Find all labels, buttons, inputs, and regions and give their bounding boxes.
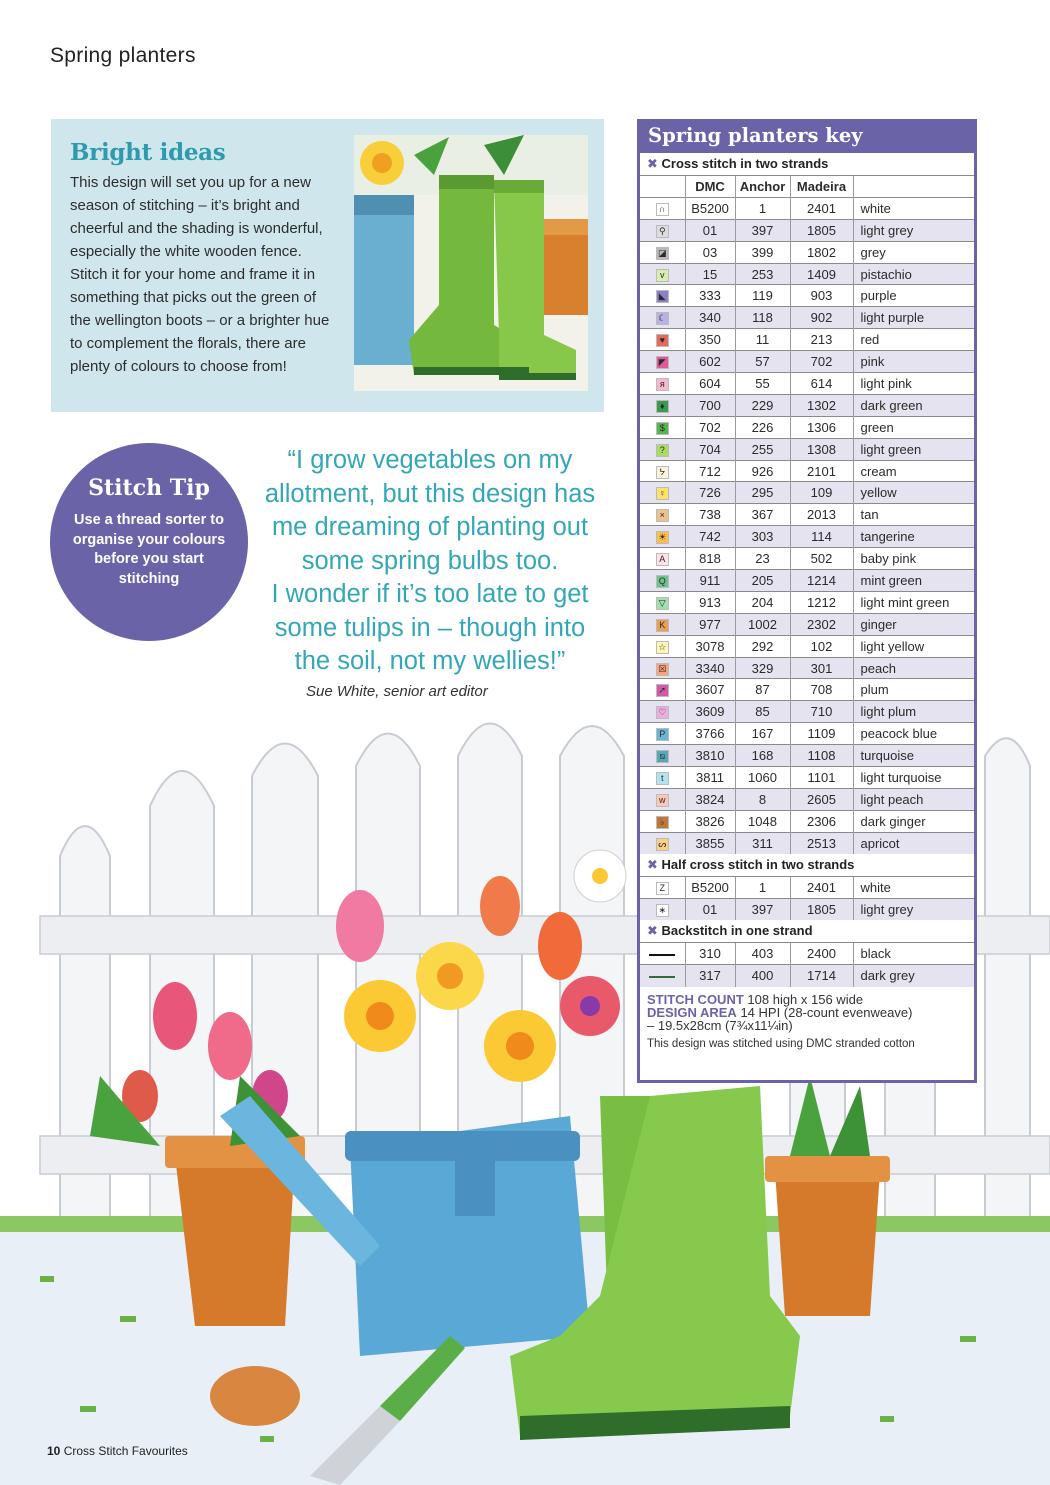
anchor-cell: 253 bbox=[735, 263, 790, 285]
quote-author: Sue White, senior art editor bbox=[306, 683, 488, 700]
key-row bbox=[640, 635, 974, 657]
key-row bbox=[640, 657, 974, 679]
wellington-boots-closeup-image bbox=[354, 135, 588, 391]
stitch-symbol-icon: t bbox=[656, 772, 669, 785]
symbol-cell bbox=[640, 679, 685, 701]
cross-stitch-heading-text: Cross stitch in two strands bbox=[661, 156, 829, 171]
key-row bbox=[640, 241, 974, 263]
anchor-cell: 168 bbox=[735, 745, 790, 767]
dmc-cell: 3810 bbox=[685, 745, 735, 767]
symbol-cell bbox=[640, 877, 685, 899]
madeira-cell: 2400 bbox=[790, 943, 853, 965]
madeira-cell: 1714 bbox=[790, 965, 853, 987]
symbol-cell bbox=[640, 263, 685, 285]
stitch-symbol-icon: ◣ bbox=[656, 290, 669, 303]
dmc-cell: 350 bbox=[685, 329, 735, 351]
colour-name-cell: plum bbox=[853, 679, 974, 701]
colour-name-cell: pistachio bbox=[853, 263, 974, 285]
dmc-cell: 333 bbox=[685, 285, 735, 307]
symbol-cell bbox=[640, 307, 685, 329]
key-row bbox=[640, 832, 974, 854]
key-row bbox=[640, 943, 974, 965]
anchor-cell: 118 bbox=[735, 307, 790, 329]
quote-line: some tulips in – though into bbox=[274, 613, 586, 642]
symbol-cell bbox=[640, 329, 685, 351]
dmc-cell: 01 bbox=[685, 899, 735, 921]
key-row bbox=[640, 526, 974, 548]
stitch-tip-body: Use a thread sorter to organise your colours before you start stitching bbox=[72, 512, 226, 587]
colour-name-cell: light purple bbox=[853, 307, 974, 329]
backstitch-line-icon bbox=[649, 954, 675, 956]
stitch-symbol-icon: ▽ bbox=[656, 597, 669, 610]
colour-name-cell: light mint green bbox=[853, 591, 974, 613]
dmc-cell: 3811 bbox=[685, 767, 735, 789]
key-row bbox=[640, 373, 974, 395]
stitch-symbol-icon: ᔕ bbox=[656, 838, 669, 851]
colour-name-cell: light turquoise bbox=[853, 767, 974, 789]
anchor-cell: 204 bbox=[735, 591, 790, 613]
dmc-cell: 712 bbox=[685, 460, 735, 482]
key-row bbox=[640, 899, 974, 921]
key-row bbox=[640, 438, 974, 460]
madeira-cell: 2306 bbox=[790, 810, 853, 832]
key-row bbox=[640, 307, 974, 329]
page-number: 10 bbox=[47, 1444, 61, 1458]
colour-name-cell: turquoise bbox=[853, 745, 974, 767]
anchor-cell: 400 bbox=[735, 965, 790, 987]
madeira-cell: 1805 bbox=[790, 899, 853, 921]
quote-line: the soil, not my wellies!” bbox=[294, 647, 566, 675]
anchor-cell: 226 bbox=[735, 416, 790, 438]
anchor-cell: 399 bbox=[735, 241, 790, 263]
dmc-cell: 726 bbox=[685, 482, 735, 504]
key-row bbox=[640, 219, 974, 241]
key-row bbox=[640, 285, 974, 307]
key-row bbox=[640, 416, 974, 438]
dmc-cell: 3824 bbox=[685, 788, 735, 810]
anchor-cell: 255 bbox=[735, 438, 790, 460]
key-title: Spring planters key bbox=[640, 119, 974, 153]
dmc-cell: 911 bbox=[685, 570, 735, 592]
stitch-symbol-icon: A bbox=[656, 553, 669, 566]
stitch-symbol-icon: ♡ bbox=[656, 706, 669, 719]
colour-name-cell: light plum bbox=[853, 701, 974, 723]
stitch-symbol-icon: Z bbox=[656, 882, 669, 895]
dmc-cell: 977 bbox=[685, 613, 735, 635]
stitch-symbol-icon: K bbox=[656, 619, 669, 632]
anchor-cell: 1048 bbox=[735, 810, 790, 832]
stitch-tip-title: Stitch Tip bbox=[88, 475, 210, 501]
madeira-cell: 710 bbox=[790, 701, 853, 723]
madeira-cell: 114 bbox=[790, 526, 853, 548]
symbol-cell bbox=[640, 241, 685, 263]
symbol-cell bbox=[640, 832, 685, 854]
key-row bbox=[640, 263, 974, 285]
half-cross-heading bbox=[640, 854, 974, 876]
colour-name-cell: green bbox=[853, 416, 974, 438]
symbol-cell bbox=[640, 373, 685, 395]
key-row bbox=[640, 329, 974, 351]
key-row bbox=[640, 877, 974, 899]
key-row bbox=[640, 965, 974, 987]
madeira-column-header: Madeira bbox=[790, 176, 853, 198]
design-area-label: DESIGN AREA bbox=[647, 1004, 737, 1020]
key-row bbox=[640, 197, 974, 219]
key-row bbox=[640, 504, 974, 526]
symbol-cell bbox=[640, 701, 685, 723]
stitch-symbol-icon: ? bbox=[656, 444, 669, 457]
cross-bullet-icon: ✖ bbox=[647, 156, 658, 171]
anchor-cell: 367 bbox=[735, 504, 790, 526]
colour-name-cell: white bbox=[853, 197, 974, 219]
quote-line: me dreaming of planting out bbox=[271, 513, 589, 541]
stitch-symbol-icon: ☀ bbox=[656, 531, 669, 544]
symbol-cell bbox=[640, 351, 685, 373]
colour-name-cell: peach bbox=[853, 657, 974, 679]
symbol-cell bbox=[640, 482, 685, 504]
symbol-cell bbox=[640, 943, 685, 965]
stitch-symbol-icon: P bbox=[656, 728, 669, 741]
anchor-cell: 292 bbox=[735, 635, 790, 657]
colour-name-cell: baby pink bbox=[853, 548, 974, 570]
madeira-cell: 1409 bbox=[790, 263, 853, 285]
anchor-cell: 55 bbox=[735, 373, 790, 395]
colour-name-cell: yellow bbox=[853, 482, 974, 504]
key-row bbox=[640, 679, 974, 701]
dmc-cell: 340 bbox=[685, 307, 735, 329]
colour-name-cell: white bbox=[853, 877, 974, 899]
anchor-cell: 1060 bbox=[735, 767, 790, 789]
dmc-cell: 3607 bbox=[685, 679, 735, 701]
colour-name-cell: grey bbox=[853, 241, 974, 263]
bright-ideas-body: This design will set you up for a new season of stitching – it’s bright and cheerful and the shading is wonderful, especially the white wooden fence. Stitch it for your home and frame it in something that picks out the green of the wellington boots – or a brighter hue to complement the florals, there are plenty of colours to choose from! bbox=[70, 174, 330, 375]
quote-line: allotment, but this design has bbox=[264, 479, 596, 508]
colour-name-cell: light green bbox=[853, 438, 974, 460]
symbol-cell bbox=[640, 657, 685, 679]
dmc-cell: 704 bbox=[685, 438, 735, 460]
pull-quote bbox=[254, 444, 606, 679]
quote-line: I wonder if it’s too late to get bbox=[271, 580, 589, 608]
madeira-cell: 1214 bbox=[790, 570, 853, 592]
anchor-cell: 11 bbox=[735, 329, 790, 351]
madeira-cell: 2013 bbox=[790, 504, 853, 526]
anchor-cell: 23 bbox=[735, 548, 790, 570]
stitch-symbol-icon: v bbox=[656, 269, 669, 282]
madeira-cell: 1805 bbox=[790, 219, 853, 241]
dmc-cell: 15 bbox=[685, 263, 735, 285]
symbol-cell bbox=[640, 219, 685, 241]
dmc-cell: 3855 bbox=[685, 832, 735, 854]
madeira-cell: 2513 bbox=[790, 832, 853, 854]
symbol-cell bbox=[640, 526, 685, 548]
dmc-cell: 03 bbox=[685, 241, 735, 263]
thread-note: This design was stitched using DMC stranded cotton bbox=[647, 1037, 915, 1050]
colour-name-cell: red bbox=[853, 329, 974, 351]
spring-planters-key-panel bbox=[637, 119, 977, 1083]
madeira-cell: 2302 bbox=[790, 613, 853, 635]
madeira-cell: 1101 bbox=[790, 767, 853, 789]
anchor-cell: 1 bbox=[735, 197, 790, 219]
colour-name-cell: light peach bbox=[853, 788, 974, 810]
symbol-cell bbox=[640, 723, 685, 745]
anchor-cell: 403 bbox=[735, 943, 790, 965]
madeira-cell: 1802 bbox=[790, 241, 853, 263]
half-cross-heading-text: Half cross stitch in two strands bbox=[661, 857, 855, 873]
key-row bbox=[640, 788, 974, 810]
key-row bbox=[640, 810, 974, 832]
madeira-cell: 1308 bbox=[790, 438, 853, 460]
stitch-tip-badge bbox=[50, 443, 248, 641]
madeira-cell: 1212 bbox=[790, 591, 853, 613]
bright-ideas-panel bbox=[51, 119, 604, 412]
madeira-cell: 2401 bbox=[790, 197, 853, 219]
colour-name-cell: ginger bbox=[853, 613, 974, 635]
dmc-cell: 01 bbox=[685, 219, 735, 241]
colour-name-cell: pink bbox=[853, 351, 974, 373]
cross-bullet-icon: ✖ bbox=[647, 857, 658, 873]
symbol-cell bbox=[640, 438, 685, 460]
key-row bbox=[640, 745, 974, 767]
dmc-cell: 317 bbox=[685, 965, 735, 987]
key-row bbox=[640, 460, 974, 482]
madeira-cell: 502 bbox=[790, 548, 853, 570]
stitch-symbol-icon: ◪ bbox=[656, 247, 669, 260]
madeira-cell: 2605 bbox=[790, 788, 853, 810]
madeira-cell: 2401 bbox=[790, 877, 853, 899]
dmc-cell: 738 bbox=[685, 504, 735, 526]
stitch-symbol-icon: ♀ bbox=[656, 487, 669, 500]
colour-name-cell: light grey bbox=[853, 899, 974, 921]
madeira-cell: 301 bbox=[790, 657, 853, 679]
colour-name-cell: tan bbox=[853, 504, 974, 526]
section-title: Spring planters bbox=[50, 44, 196, 67]
anchor-cell: 119 bbox=[735, 285, 790, 307]
stitch-symbol-icon: ☾ bbox=[656, 312, 669, 325]
key-row bbox=[640, 351, 974, 373]
anchor-cell: 205 bbox=[735, 570, 790, 592]
page-footer bbox=[47, 1444, 188, 1458]
backstitch-line-icon bbox=[649, 976, 675, 978]
madeira-cell: 213 bbox=[790, 329, 853, 351]
magazine-name: Cross Stitch Favourites bbox=[63, 1444, 188, 1458]
madeira-cell: 903 bbox=[790, 285, 853, 307]
symbol-column-header bbox=[640, 176, 685, 198]
cross-stitch-table bbox=[640, 175, 974, 854]
colour-name-cell: peacock blue bbox=[853, 723, 974, 745]
colour-name-column-header bbox=[853, 176, 974, 198]
dmc-cell: 742 bbox=[685, 526, 735, 548]
symbol-cell bbox=[640, 570, 685, 592]
dmc-cell: 700 bbox=[685, 394, 735, 416]
stitch-symbol-icon: ∩ bbox=[656, 203, 669, 216]
symbol-cell bbox=[640, 965, 685, 987]
colour-name-cell: purple bbox=[853, 285, 974, 307]
colour-name-cell: dark green bbox=[853, 394, 974, 416]
dmc-cell: 818 bbox=[685, 548, 735, 570]
madeira-cell: 902 bbox=[790, 307, 853, 329]
colour-name-cell: light pink bbox=[853, 373, 974, 395]
anchor-cell: 295 bbox=[735, 482, 790, 504]
stitch-symbol-icon: ♦ bbox=[656, 400, 669, 413]
anchor-cell: 87 bbox=[735, 679, 790, 701]
dmc-column-header: DMC bbox=[685, 176, 735, 198]
symbol-cell bbox=[640, 416, 685, 438]
madeira-cell: 109 bbox=[790, 482, 853, 504]
key-row bbox=[640, 767, 974, 789]
design-area-value: 14 HPI (28-count evenweave) bbox=[740, 1004, 913, 1020]
stitch-symbol-icon: ➚ bbox=[656, 684, 669, 697]
dmc-cell: 913 bbox=[685, 591, 735, 613]
symbol-cell bbox=[640, 591, 685, 613]
dmc-cell: 604 bbox=[685, 373, 735, 395]
dmc-cell: B5200 bbox=[685, 197, 735, 219]
key-row bbox=[640, 570, 974, 592]
design-area-size: – 19.5x28cm (7¾x11¼in) bbox=[647, 1017, 793, 1033]
symbol-cell bbox=[640, 285, 685, 307]
madeira-cell: 1302 bbox=[790, 394, 853, 416]
anchor-cell: 1 bbox=[735, 877, 790, 899]
stitch-symbol-icon: ◤ bbox=[656, 356, 669, 369]
key-row bbox=[640, 723, 974, 745]
stitch-symbol-icon: w bbox=[656, 794, 669, 807]
symbol-cell bbox=[640, 394, 685, 416]
dmc-cell: 702 bbox=[685, 416, 735, 438]
cross-stitch-heading bbox=[640, 153, 974, 175]
stitch-symbol-icon: ♭ bbox=[656, 816, 669, 829]
colour-name-cell: dark grey bbox=[853, 965, 974, 987]
madeira-cell: 702 bbox=[790, 351, 853, 373]
anchor-cell: 303 bbox=[735, 526, 790, 548]
dmc-cell: 602 bbox=[685, 351, 735, 373]
symbol-cell bbox=[640, 745, 685, 767]
stitch-symbol-icon: × bbox=[656, 509, 669, 522]
anchor-column-header: Anchor bbox=[735, 176, 790, 198]
stitch-symbol-icon: ☒ bbox=[656, 663, 669, 676]
symbol-cell bbox=[640, 899, 685, 921]
anchor-cell: 926 bbox=[735, 460, 790, 482]
stitch-symbol-icon: Q bbox=[656, 575, 669, 588]
symbol-cell bbox=[640, 635, 685, 657]
anchor-cell: 329 bbox=[735, 657, 790, 679]
madeira-cell: 1306 bbox=[790, 416, 853, 438]
stitch-symbol-icon: ♥ bbox=[656, 334, 669, 347]
stitch-symbol-icon: ⧅ bbox=[656, 750, 669, 763]
symbol-cell bbox=[640, 460, 685, 482]
symbol-cell bbox=[640, 504, 685, 526]
anchor-cell: 85 bbox=[735, 701, 790, 723]
anchor-cell: 167 bbox=[735, 723, 790, 745]
stitch-symbol-icon: я bbox=[656, 378, 669, 391]
dmc-cell: 3826 bbox=[685, 810, 735, 832]
dmc-cell: 310 bbox=[685, 943, 735, 965]
colour-name-cell: dark ginger bbox=[853, 810, 974, 832]
madeira-cell: 102 bbox=[790, 635, 853, 657]
symbol-cell bbox=[640, 613, 685, 635]
colour-name-cell: tangerine bbox=[853, 526, 974, 548]
stitch-count-label: STITCH COUNT bbox=[647, 991, 744, 1007]
key-row bbox=[640, 482, 974, 504]
key-row bbox=[640, 394, 974, 416]
colour-name-cell: light grey bbox=[853, 219, 974, 241]
key-row bbox=[640, 613, 974, 635]
colour-name-cell: mint green bbox=[853, 570, 974, 592]
dmc-cell: 3340 bbox=[685, 657, 735, 679]
symbol-cell bbox=[640, 788, 685, 810]
backstitch-heading bbox=[640, 920, 974, 942]
madeira-cell: 708 bbox=[790, 679, 853, 701]
madeira-cell: 614 bbox=[790, 373, 853, 395]
anchor-cell: 8 bbox=[735, 788, 790, 810]
dmc-cell: 3766 bbox=[685, 723, 735, 745]
stitch-count-value: 108 high x 156 wide bbox=[747, 991, 864, 1007]
stitch-symbol-icon: ⚲ bbox=[656, 225, 669, 238]
quote-line: some spring bulbs too. bbox=[301, 546, 559, 575]
anchor-cell: 311 bbox=[735, 832, 790, 854]
anchor-cell: 1002 bbox=[735, 613, 790, 635]
stitch-symbol-icon: $ bbox=[656, 422, 669, 435]
bright-ideas-heading: Bright ideas bbox=[70, 139, 226, 166]
colour-name-cell: light yellow bbox=[853, 635, 974, 657]
key-footer bbox=[640, 987, 974, 1051]
symbol-cell bbox=[640, 810, 685, 832]
symbol-cell bbox=[640, 548, 685, 570]
stitch-symbol-icon: ∗ bbox=[656, 904, 669, 917]
colour-name-cell: cream bbox=[853, 460, 974, 482]
madeira-cell: 2101 bbox=[790, 460, 853, 482]
anchor-cell: 397 bbox=[735, 899, 790, 921]
madeira-cell: 1109 bbox=[790, 723, 853, 745]
dmc-cell: B5200 bbox=[685, 877, 735, 899]
madeira-cell: 1108 bbox=[790, 745, 853, 767]
anchor-cell: 229 bbox=[735, 394, 790, 416]
symbol-cell bbox=[640, 197, 685, 219]
dmc-cell: 3078 bbox=[685, 635, 735, 657]
backstitch-heading-text: Backstitch in one strand bbox=[661, 923, 813, 939]
colour-name-cell: apricot bbox=[853, 832, 974, 854]
colour-name-cell: black bbox=[853, 943, 974, 965]
half-cross-table bbox=[640, 876, 974, 920]
anchor-cell: 397 bbox=[735, 219, 790, 241]
quote-line: “I grow vegetables on my bbox=[287, 446, 573, 474]
cross-bullet-icon: ✖ bbox=[647, 923, 658, 939]
stitch-symbol-icon: ☆ bbox=[656, 641, 669, 654]
symbol-cell bbox=[640, 767, 685, 789]
stitch-symbol-icon: ᔭ bbox=[656, 466, 669, 479]
anchor-cell: 57 bbox=[735, 351, 790, 373]
dmc-cell: 3609 bbox=[685, 701, 735, 723]
key-row bbox=[640, 548, 974, 570]
key-row bbox=[640, 591, 974, 613]
backstitch-table bbox=[640, 942, 974, 986]
key-row bbox=[640, 701, 974, 723]
